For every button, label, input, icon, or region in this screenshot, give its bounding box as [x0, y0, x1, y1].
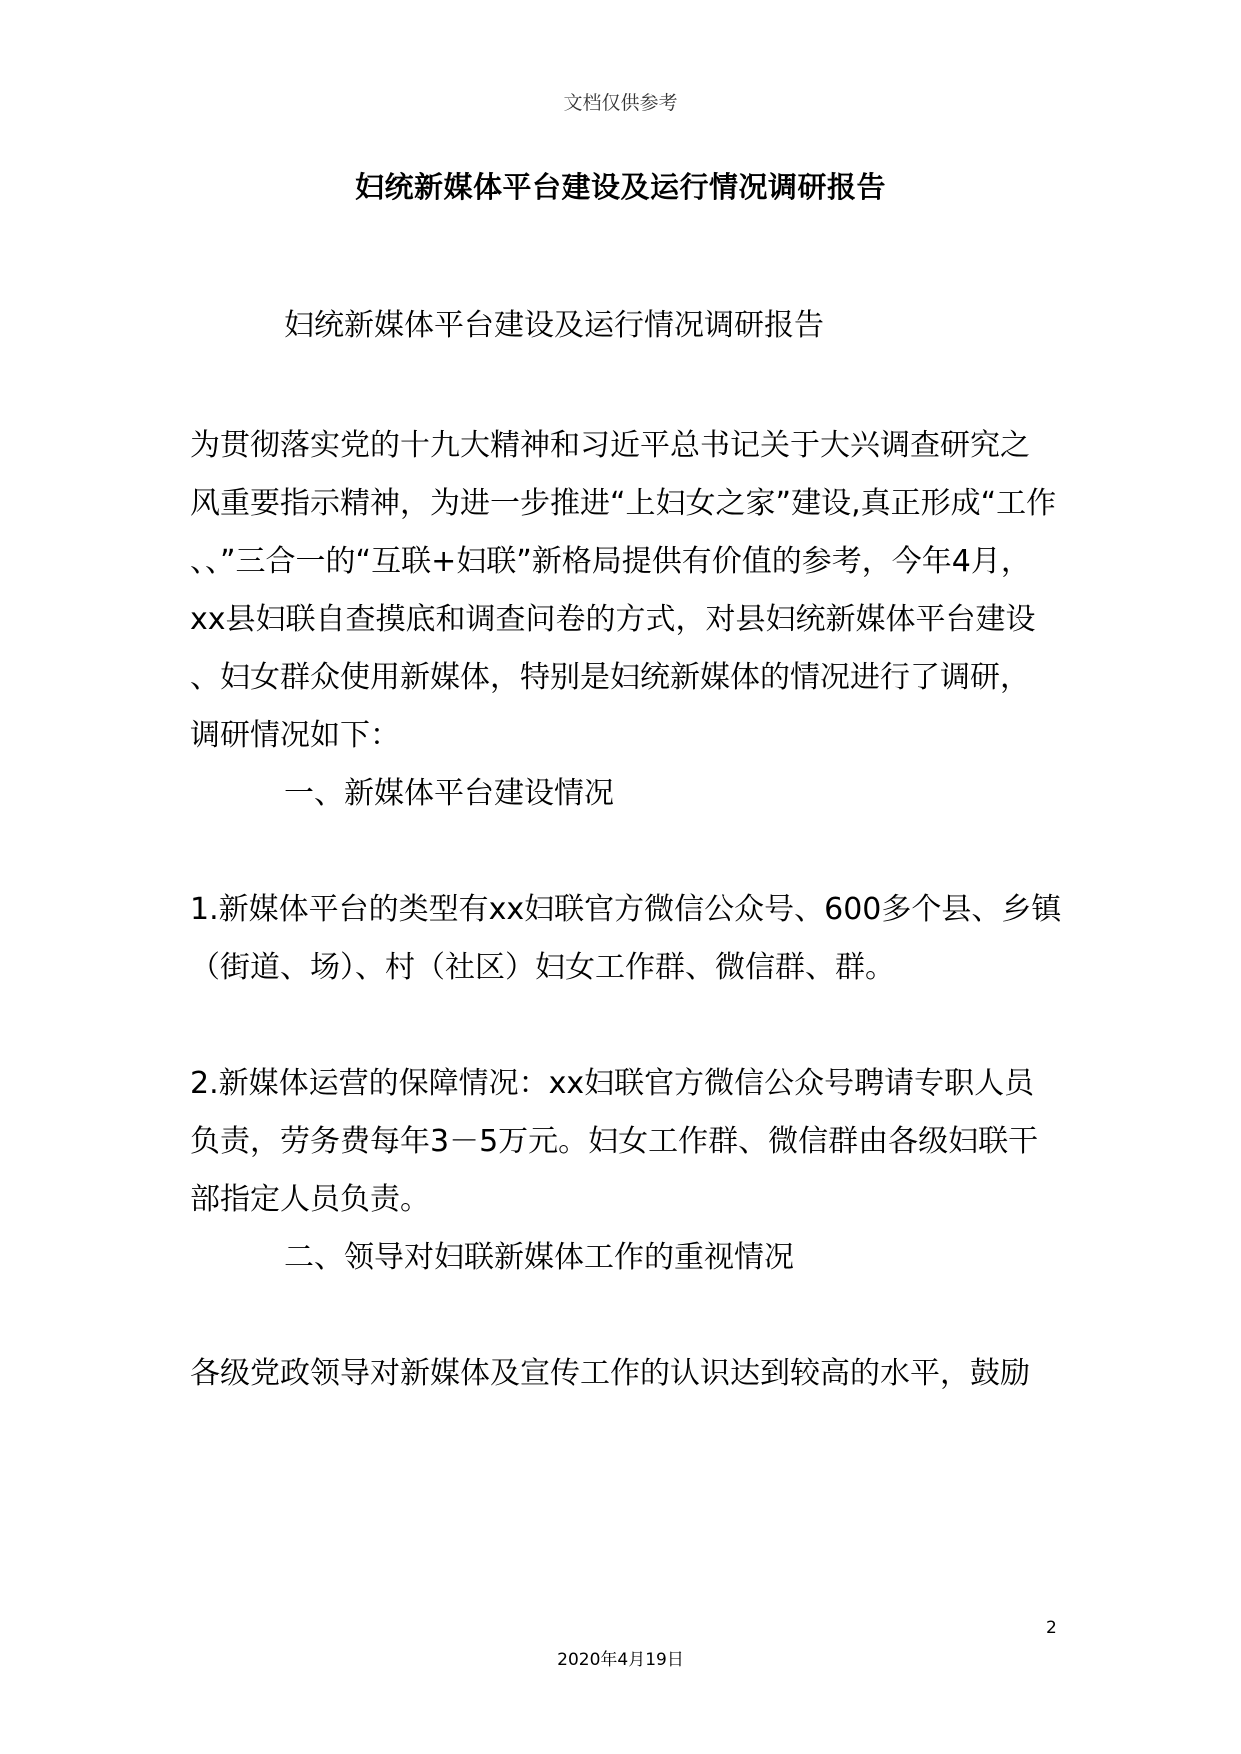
- item-line: 2.新媒体运营的保障情况：xx妇联官方微信公众号聘请专职人员: [190, 1066, 1035, 1101]
- intro-line: 为贯彻落实党的十九大精神和习近平总书记关于大兴调查研究之: [190, 428, 1030, 463]
- footer-date: 2020年4月19日: [557, 1650, 684, 1670]
- item-line: 负责，劳务费每年3－5万元。妇女工作群、微信群由各级妇联干: [190, 1124, 1039, 1159]
- document-title: 妇统新媒体平台建设及运行情况调研报告: [354, 170, 886, 204]
- intro-line: 风重要指示精神，为进一步推进“上妇女之家”建设,真正形成“工作: [190, 486, 1057, 521]
- intro-line: xx县妇联自查摸底和调查问卷的方式，对县妇统新媒体平台建设: [190, 602, 1036, 637]
- header-note: 文档仅供参考: [563, 92, 678, 114]
- subtitle: 妇统新媒体平台建设及运行情况调研报告: [284, 308, 824, 343]
- section-heading: 二、领导对妇联新媒体工作的重视情况: [284, 1240, 794, 1275]
- intro-line: 、、”三合一的“互联+妇联”新格局提供有价值的参考，今年4月，: [190, 544, 1031, 579]
- paragraph-line: 各级党政领导对新媒体及宣传工作的认识达到较高的水平，鼓励: [190, 1356, 1030, 1391]
- page-number: 2: [1046, 1618, 1057, 1638]
- item-line: （街道、场）、村（社区）妇女工作群、微信群、群。: [190, 950, 895, 985]
- item-line: 部指定人员负责。: [190, 1182, 430, 1217]
- intro-line: 调研情况如下：: [190, 718, 400, 753]
- intro-line: 、妇女群众使用新媒体，特别是妇统新媒体的情况进行了调研，: [190, 660, 1030, 695]
- section-heading: 一、新媒体平台建设情况: [284, 776, 614, 811]
- item-line: 1.新媒体平台的类型有xx妇联官方微信公众号、600多个县、乡镇: [190, 892, 1062, 927]
